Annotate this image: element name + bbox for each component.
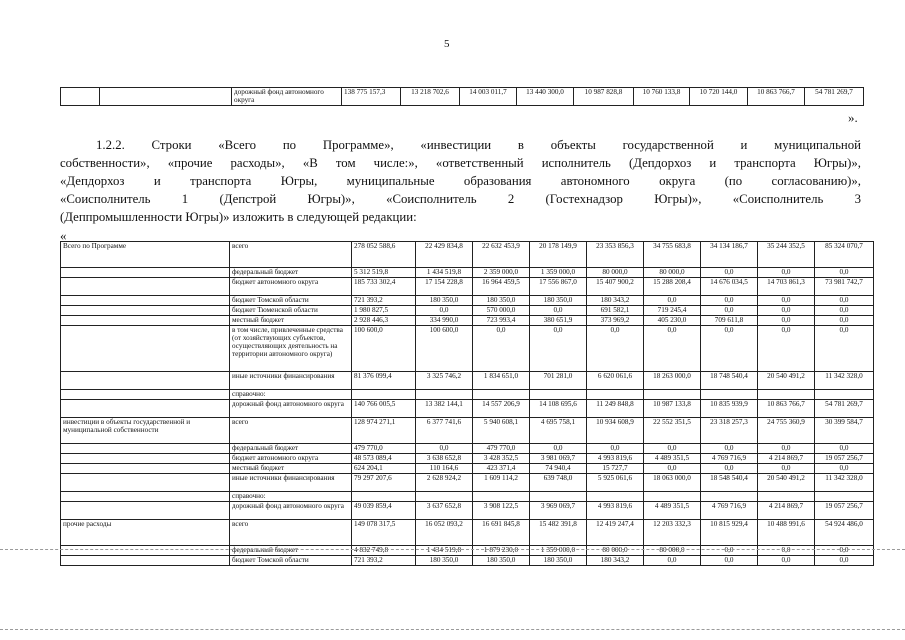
value-cell: 1 609 114,2 [473,474,530,492]
value-cell: 0,0 [815,296,874,306]
table-row [61,316,874,326]
value-cell: 18 548 540,4 [701,474,758,492]
funding-source-label: бюджет Томской области [230,296,352,306]
value-cell: 14 108 695,6 [530,400,587,418]
value-cell: 3 908 122,5 [473,502,530,520]
value-cell: 0,0 [758,296,815,306]
value-cell: 0,0 [758,306,815,316]
value-cell: 570 000,0 [473,306,530,316]
value-cell: 1 434 519,8 [416,546,473,556]
section-label [61,268,230,278]
value-cell: 180 343,2 [587,296,644,306]
value-cell: 2 928 446,3 [352,316,416,326]
value-cell: 4 489 351,5 [644,502,701,520]
funding-source-label: в том числе, привлеченные средства (от хозяйствующих субъектов, осуществляющих деятельность на территории автономного округа) [230,326,352,372]
value-cell: 405 230,0 [644,316,701,326]
value-cell: 3 638 652,8 [416,454,473,464]
value-cell: 15 407 900,2 [587,278,644,296]
value-cell: 54 924 486,0 [815,520,874,546]
section-label [61,296,230,306]
funding-source-label: местный бюджет [230,316,352,326]
value-cell: 22 552 351,5 [644,418,701,444]
table-row [61,268,874,278]
section-label [61,372,230,390]
value-cell: 0,0 [701,268,758,278]
value-cell: 11 249 848,8 [587,400,644,418]
section-label [61,454,230,464]
value-cell: 0,0 [758,444,815,454]
value-cell: 0,0 [530,326,587,372]
section-label [61,546,230,556]
section-label [61,306,230,316]
value-cell: 2 628 924,2 [416,474,473,492]
funding-source-label: бюджет автономного округа [230,278,352,296]
value-cell: 3 969 069,7 [530,502,587,520]
value-cell: 0,0 [815,326,874,372]
table-row [61,306,874,316]
table-cell [100,88,232,106]
funding-source-label: бюджет Тюменской области [230,306,352,316]
paragraph-line: собственности», «прочие расходы», «В том числе:», «ответственный исполнитель (Депдорхоз и транспорта Югры)», [60,156,861,170]
value-cell [758,390,815,400]
opening-quote: « [60,228,67,243]
value-cell: 10 720 144,0 [690,88,748,106]
table-row [61,454,874,464]
paragraph-line: 1.2.2. Строки «Всего по Программе», «инвестиции в объекты государственной и муниципальной [96,138,861,152]
table-row [61,474,874,492]
value-cell: 0,0 [815,464,874,474]
value-cell: 10 987 828,8 [574,88,634,106]
value-cell: 0,0 [758,556,815,566]
value-cell [352,390,416,400]
value-cell: 10 488 991,6 [758,520,815,546]
value-cell: 54 781 269,7 [805,88,864,106]
value-cell: 0,0 [587,444,644,454]
funding-source-label: всего [230,242,352,268]
value-cell: 723 993,4 [473,316,530,326]
value-cell: 0,0 [530,306,587,316]
value-cell: 85 324 070,7 [815,242,874,268]
value-cell: 4 695 758,1 [530,418,587,444]
value-cell: 373 969,2 [587,316,644,326]
value-cell: 10 760 133,8 [634,88,690,106]
value-cell: 80 000,0 [644,268,701,278]
table-row [61,326,874,372]
value-cell: 20 178 149,9 [530,242,587,268]
closing-quote: ». [848,110,858,125]
value-cell: 11 342 328,0 [815,372,874,390]
value-cell: 2 359 000,0 [473,268,530,278]
value-cell: 30 399 584,7 [815,418,874,444]
value-cell [530,492,587,502]
value-cell: 0,0 [701,556,758,566]
value-cell: 423 371,4 [473,464,530,474]
value-cell: 0,0 [644,464,701,474]
funding-source-label: дорожный фонд автономного округа [230,400,352,418]
table-row [61,492,874,502]
value-cell: 17 154 228,8 [416,278,473,296]
value-cell: 4 489 351,5 [644,454,701,464]
value-cell: 35 244 352,5 [758,242,815,268]
value-cell: 80 000,0 [644,546,701,556]
value-cell: 19 057 256,7 [815,502,874,520]
value-cell: 4 214 869,7 [758,454,815,464]
value-cell: 180 350,0 [473,556,530,566]
value-cell: 13 382 144,1 [416,400,473,418]
value-cell: 15 727,7 [587,464,644,474]
value-cell: 0,0 [473,326,530,372]
table-cell [61,88,100,106]
value-cell: 81 376 099,4 [352,372,416,390]
section-label: прочие расходы [61,520,230,546]
value-cell: 0,0 [815,444,874,454]
value-cell: 14 703 861,3 [758,278,815,296]
value-cell: 691 582,1 [587,306,644,316]
value-cell: 721 393,2 [352,556,416,566]
program-funding-table [60,241,874,566]
value-cell [644,492,701,502]
section-label [61,326,230,372]
value-cell: 49 039 859,4 [352,502,416,520]
value-cell: 110 164,6 [416,464,473,474]
value-cell: 10 835 939,9 [701,400,758,418]
table-row [61,372,874,390]
section-label [61,390,230,400]
value-cell: 180 350,0 [530,296,587,306]
value-cell: 4 993 819,6 [587,502,644,520]
value-cell: 639 748,0 [530,474,587,492]
value-cell: 14 676 034,5 [701,278,758,296]
section-label [61,464,230,474]
value-cell: 1 879 230,0 [473,546,530,556]
value-cell: 14 557 206,9 [473,400,530,418]
value-cell: 0,0 [758,326,815,372]
value-cell: 721 393,2 [352,296,416,306]
value-cell: 0,0 [644,556,701,566]
value-cell: 22 429 834,8 [416,242,473,268]
value-cell: 128 974 271,1 [352,418,416,444]
value-cell: 4 993 819,6 [587,454,644,464]
value-cell: 479 770,0 [473,444,530,454]
value-cell [758,492,815,502]
value-cell: 6 620 061,6 [587,372,644,390]
value-cell: 1 434 519,8 [416,268,473,278]
value-cell: 15 288 208,4 [644,278,701,296]
scan-artifact-line [0,629,905,630]
page-number: 5 [444,38,450,50]
paragraph-line: «Депдорхоз и транспорта Югры, муниципальные образования автономного округа (по согласованию)», [60,174,861,188]
value-cell: 1 359 000,0 [530,268,587,278]
section-label [61,444,230,454]
value-cell [701,492,758,502]
value-cell: 0,0 [701,464,758,474]
value-cell [587,390,644,400]
value-cell: 34 134 186,7 [701,242,758,268]
value-cell: 701 281,0 [530,372,587,390]
funding-source-label: иные источники финансирования [230,372,352,390]
value-cell: 624 204,1 [352,464,416,474]
value-cell: 22 632 453,9 [473,242,530,268]
value-cell [701,390,758,400]
value-cell: 719 245,4 [644,306,701,316]
value-cell: 14 003 011,7 [460,88,517,106]
value-cell: 3 637 652,8 [416,502,473,520]
value-cell: 20 540 491,2 [758,372,815,390]
section-label [61,502,230,520]
value-cell: 6 377 741,6 [416,418,473,444]
value-cell: 138 775 157,3 [342,88,401,106]
value-cell: 100 600,0 [352,326,416,372]
value-cell: 23 353 856,3 [587,242,644,268]
value-cell: 18 063 000,0 [644,474,701,492]
value-cell: 180 350,0 [416,296,473,306]
funding-source-label: всего [230,520,352,546]
value-cell: 180 343,2 [587,556,644,566]
table-row [61,418,874,444]
value-cell: 80 000,0 [587,546,644,556]
value-cell [815,492,874,502]
table-row [61,464,874,474]
table-row [61,546,874,556]
table-row [61,400,874,418]
value-cell: 0,0 [758,464,815,474]
value-cell: 0,0 [815,556,874,566]
section-label: инвестиции в объекты государственной и муниципальной собственности [61,418,230,444]
value-cell: 0,0 [815,268,874,278]
value-cell [644,390,701,400]
value-cell [587,492,644,502]
value-cell: 180 350,0 [530,556,587,566]
table-row [61,242,874,268]
value-cell: 479 770,0 [352,444,416,454]
value-cell: 0,0 [815,306,874,316]
section-label: Всего по Программе [61,242,230,268]
paragraph-line: (Деппромышленности Югры)» изложить в следующей редакции: [60,210,417,224]
value-cell: 0,0 [701,546,758,556]
value-cell: 180 350,0 [473,296,530,306]
value-cell: 5 312 519,8 [352,268,416,278]
value-cell: 4 832 749,8 [352,546,416,556]
continuation-table [60,87,864,106]
value-cell: 0,0 [701,444,758,454]
value-cell: 18 263 000,0 [644,372,701,390]
table-row [61,296,874,306]
value-cell [815,390,874,400]
value-cell: 11 342 328,0 [815,474,874,492]
table-row [61,390,874,400]
section-label [61,556,230,566]
value-cell: 19 057 256,7 [815,454,874,464]
section-label [61,278,230,296]
value-cell: 54 781 269,7 [815,400,874,418]
value-cell: 334 990,0 [416,316,473,326]
value-cell: 1 834 651,0 [473,372,530,390]
value-cell: 23 318 257,3 [701,418,758,444]
value-cell: 0,0 [758,268,815,278]
value-cell: 15 482 391,8 [530,520,587,546]
value-cell [352,492,416,502]
section-label [61,316,230,326]
value-cell: 180 350,0 [416,556,473,566]
funding-source-label: справочно: [230,492,352,502]
value-cell: 3 981 069,7 [530,454,587,464]
funding-source-label: иные источники финансирования [230,474,352,492]
value-cell: 48 573 089,4 [352,454,416,464]
scan-artifact-line [0,549,905,550]
section-label [61,400,230,418]
funding-source-label: всего [230,418,352,444]
value-cell: 16 964 459,5 [473,278,530,296]
value-cell: 380 651,9 [530,316,587,326]
section-label [61,474,230,492]
value-cell: 16 052 093,2 [416,520,473,546]
value-cell: 10 863 766,7 [758,400,815,418]
funding-source-label: местный бюджет [230,464,352,474]
value-cell: 74 940,4 [530,464,587,474]
funding-source-label: бюджет автономного округа [230,454,352,464]
value-cell: 149 078 317,5 [352,520,416,546]
value-cell: 5 940 608,1 [473,418,530,444]
value-cell: 0,0 [530,444,587,454]
value-cell: 10 934 608,9 [587,418,644,444]
value-cell: 0,0 [758,316,815,326]
value-cell: 140 766 005,5 [352,400,416,418]
value-cell: 0,0 [701,326,758,372]
funding-source-label: бюджет Томской области [230,556,352,566]
value-cell: 0,0 [416,306,473,316]
value-cell: 1 980 827,5 [352,306,416,316]
value-cell: 10 815 929,4 [701,520,758,546]
value-cell: 24 755 360,9 [758,418,815,444]
paragraph-line: «Соисполнитель 1 (Депстрой Югры)», «Соисполнитель 2 (Гостехнадзор Югры)», «Соисполнитель 3 [60,192,861,206]
value-cell: 1 359 000,0 [530,546,587,556]
funding-source-label: справочно: [230,390,352,400]
value-cell: 0,0 [758,546,815,556]
value-cell: 0,0 [587,326,644,372]
value-cell: 5 925 061,6 [587,474,644,492]
funding-source-label: федеральный бюджет [230,444,352,454]
value-cell: 4 769 716,9 [701,502,758,520]
value-cell [473,492,530,502]
value-cell: 278 052 588,6 [352,242,416,268]
value-cell: 16 691 845,8 [473,520,530,546]
value-cell: 12 203 332,3 [644,520,701,546]
value-cell: 0,0 [701,296,758,306]
value-cell: 4 769 716,9 [701,454,758,464]
table-row [61,556,874,566]
value-cell: 12 419 247,4 [587,520,644,546]
value-cell: 13 218 702,6 [401,88,460,106]
value-cell: 3 428 352,5 [473,454,530,464]
value-cell: 17 556 867,0 [530,278,587,296]
value-cell: 20 540 491,2 [758,474,815,492]
value-cell: 4 214 869,7 [758,502,815,520]
value-cell: 0,0 [644,296,701,306]
value-cell: 80 000,0 [587,268,644,278]
funding-source-label: федеральный бюджет [230,546,352,556]
value-cell: 10 987 133,8 [644,400,701,418]
funding-source-label: дорожный фонд автономного округа [230,502,352,520]
value-cell: 709 611,8 [701,316,758,326]
value-cell [416,390,473,400]
value-cell: 100 600,0 [416,326,473,372]
value-cell: 79 297 207,6 [352,474,416,492]
row-label: дорожный фонд автономного округа [232,88,342,106]
value-cell: 3 325 746,2 [416,372,473,390]
value-cell: 73 981 742,7 [815,278,874,296]
table-row [61,88,864,106]
value-cell: 0,0 [815,546,874,556]
value-cell: 0,0 [416,444,473,454]
value-cell [416,492,473,502]
funding-source-label: федеральный бюджет [230,268,352,278]
table-row [61,444,874,454]
value-cell: 0,0 [644,444,701,454]
value-cell: 0,0 [701,306,758,316]
value-cell [473,390,530,400]
value-cell: 185 733 302,4 [352,278,416,296]
value-cell [530,390,587,400]
section-label [61,492,230,502]
table-row [61,520,874,546]
value-cell: 34 755 683,8 [644,242,701,268]
value-cell: 0,0 [644,326,701,372]
value-cell: 10 863 766,7 [748,88,805,106]
value-cell: 0,0 [815,316,874,326]
value-cell: 18 748 540,4 [701,372,758,390]
value-cell: 13 440 300,0 [517,88,574,106]
table-row [61,502,874,520]
table-row [61,278,874,296]
